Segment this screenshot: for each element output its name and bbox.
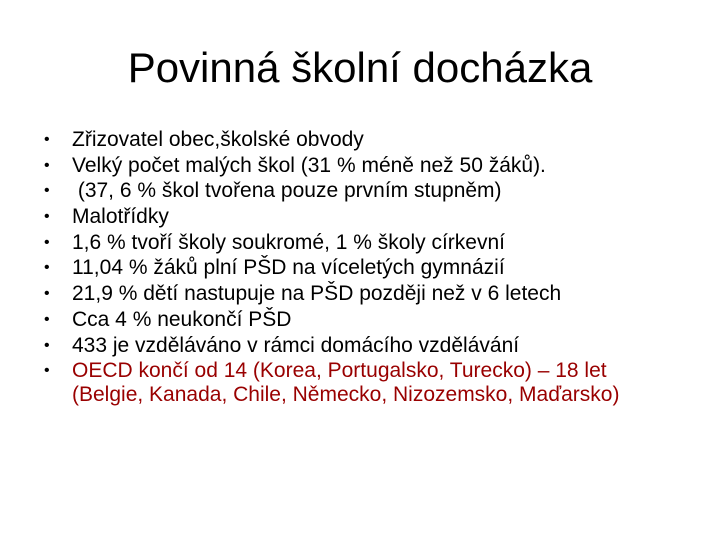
- bullet-dot-icon: •: [44, 259, 50, 277]
- bullet-item: [44, 359, 674, 407]
- bullet-text: Zřizovatel obec,školské obvody: [72, 128, 364, 151]
- bullet-item: [44, 308, 674, 332]
- bullet-text-oecd: OECD končí od 14 (Korea, Portugalsko, Turecko) – 18 let (Belgie, Kanada, Chile, Německo, Nizozemsko, Maďarsko): [72, 359, 620, 407]
- bullet-text: Malotřídky: [72, 205, 169, 229]
- bullet-text: 11,04 % žáků plní PŠD na víceletých gymnázií: [72, 256, 505, 280]
- bullet-item: [44, 282, 674, 306]
- bullet-dot-icon: •: [44, 182, 50, 200]
- bullet-dot-icon: •: [44, 131, 50, 148]
- bullet-text: (37, 6 % škol tvořena pouze prvním stupněm): [72, 179, 502, 203]
- bullet-list: [44, 128, 674, 409]
- bullet-item: [44, 154, 674, 178]
- bullet-item: [44, 256, 674, 280]
- bullet-text: 1,6 % tvoří školy soukromé, 1 % školy církevní: [72, 230, 505, 254]
- bullet-dot-icon: •: [44, 233, 50, 251]
- bullet-dot-icon: •: [44, 362, 50, 380]
- bullet-item: [44, 231, 674, 255]
- bullet-dot-icon: •: [44, 310, 50, 328]
- bullet-item: [44, 334, 674, 358]
- bullet-dot-icon: •: [44, 336, 50, 354]
- bullet-text: 21,9 % dětí nastupuje na PŠD později než v 6 letech: [72, 282, 562, 306]
- bullet-dot-icon: •: [44, 156, 50, 174]
- bullet-dot-icon: •: [44, 208, 50, 226]
- bullet-item: [44, 205, 674, 229]
- bullet-dot-icon: •: [44, 285, 50, 303]
- bullet-text: 433 je vzděláváno v rámci domácího vzdělávání: [72, 333, 520, 357]
- bullet-item: [44, 179, 674, 203]
- bullet-item: [44, 128, 674, 152]
- bullet-text: Cca 4 % neukončí PŠD: [72, 307, 292, 331]
- bullet-text: Velký počet malých škol (31 % méně než 50 žáků).: [72, 153, 546, 177]
- slide-title: Povinná školní docházka: [127, 44, 593, 91]
